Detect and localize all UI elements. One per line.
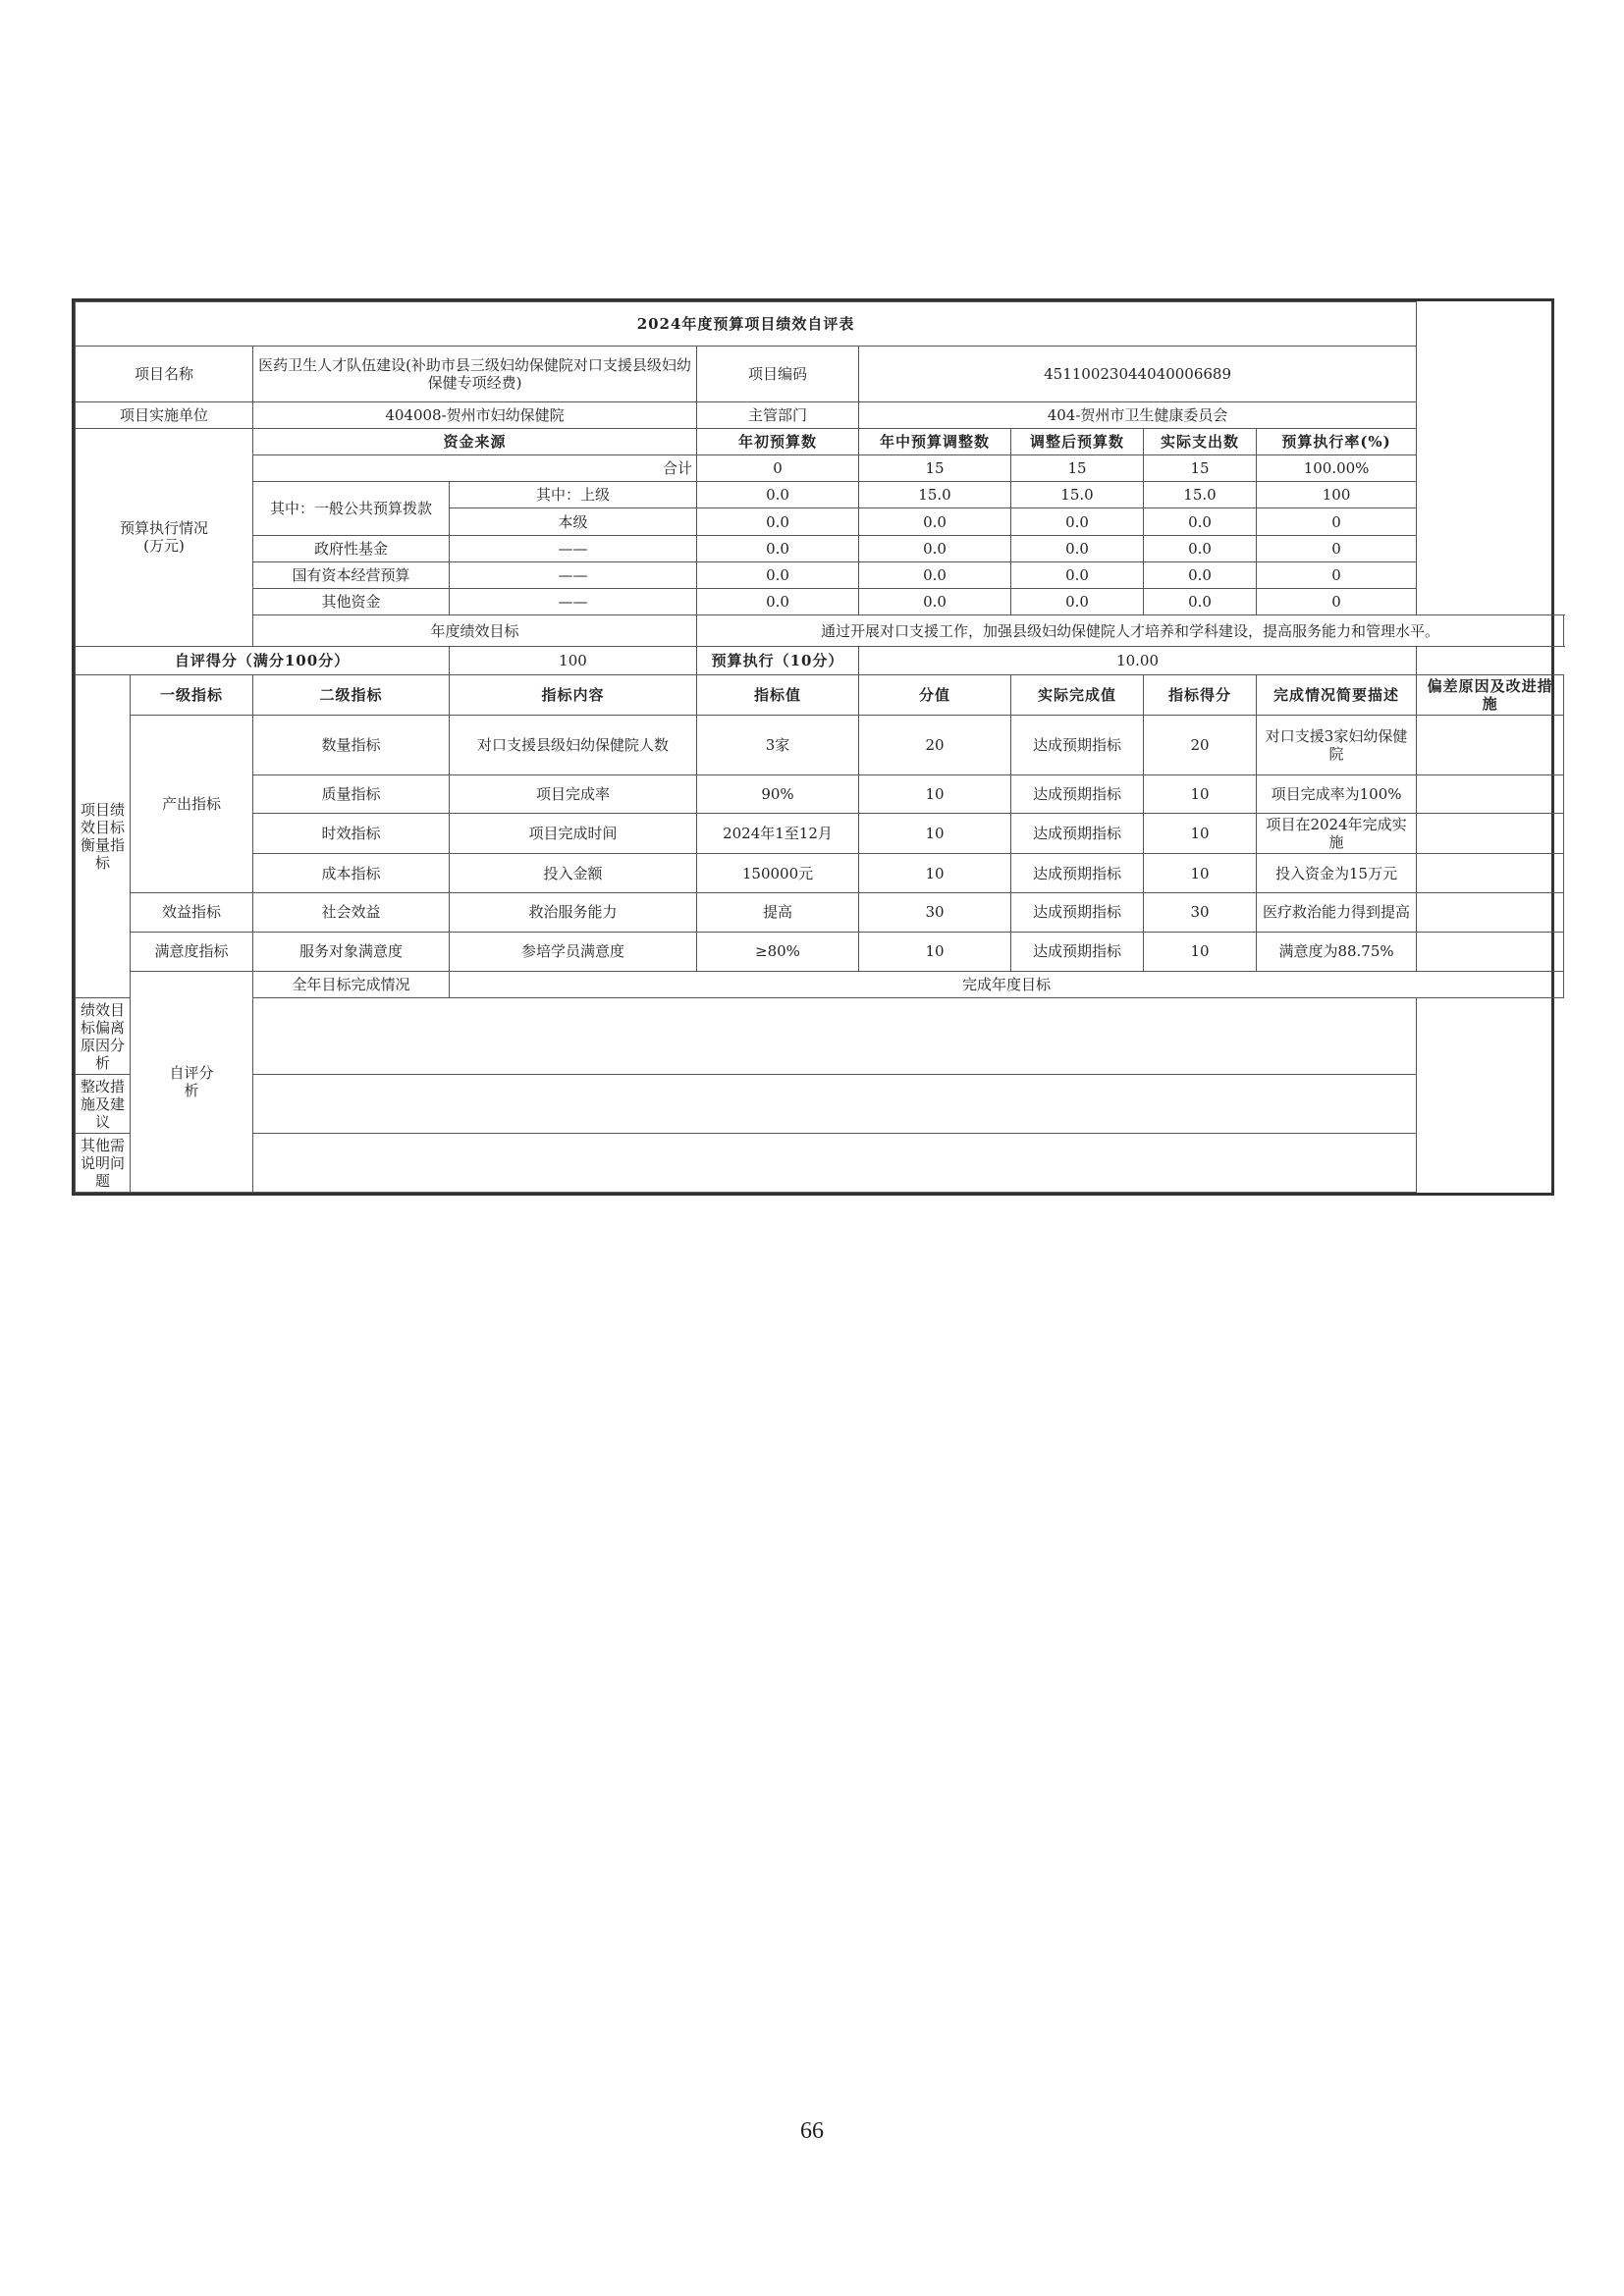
analysis-row-value [253,1075,1417,1134]
budget-total-rate: 100.00% [1257,455,1417,482]
level2-indicator: 成本指标 [253,854,450,893]
indicator-description: 满意度为88.75% [1257,932,1417,971]
indicator-weight: 10 [859,854,1011,893]
project-name-value: 医药卫生人才队伍建设(补助市县三级妇幼保健院对口支援县级妇幼保健专项经费) [253,347,697,402]
upper-initial: 0.0 [697,482,859,508]
indicator-target: 90% [697,774,859,814]
indicator-description: 医疗救治能力得到提高 [1257,893,1417,933]
budget-exec-score-value: 10.00 [859,646,1417,674]
analysis-row-value [253,1134,1417,1193]
budget-total-actual: 15 [1144,455,1257,482]
indicator-deviation [1417,774,1564,814]
level2-indicator: 质量指标 [253,774,450,814]
ind-header-level2: 二级指标 [253,675,450,716]
budget-header-initial: 年初预算数 [697,428,859,454]
output-indicator-label: 产出指标 [131,715,253,892]
budget-header-source: 资金来源 [253,428,697,454]
implementing-unit-value: 404008-贺州市妇幼保健院 [253,401,697,428]
indicator-weight: 20 [859,715,1011,774]
soe-actual: 0.0 [1144,561,1257,588]
indicator-score: 10 [1144,932,1257,971]
ind-header-actual: 实际完成值 [1011,675,1144,716]
project-code-label: 项目编码 [697,347,859,402]
indicator-weight: 10 [859,774,1011,814]
analysis-row-label: 整改措施及建议 [76,1075,131,1134]
indicator-description: 对口支援3家妇幼保健院 [1257,715,1417,774]
soe-midyear: 0.0 [859,561,1011,588]
indicator-target: 提高 [697,893,859,933]
indicator-actual: 达成预期指标 [1011,854,1144,893]
gov-fund-adjusted: 0.0 [1011,535,1144,561]
indicator-weight: 30 [859,893,1011,933]
indicator-deviation [1417,814,1564,854]
soe-initial: 0.0 [697,561,859,588]
upper-level-label: 其中：上级 [450,482,697,508]
other-midyear: 0.0 [859,589,1011,615]
indicator-target: 150000元 [697,854,859,893]
gov-fund-midyear: 0.0 [859,535,1011,561]
budget-total-initial: 0 [697,455,859,482]
indicator-description: 项目在2024年完成实施 [1257,814,1417,854]
budget-section-text: 预算执行情况 (万元) [119,519,208,556]
soe-rate: 0 [1257,561,1417,588]
soe-budget-dash: —— [450,561,697,588]
indicator-deviation [1417,932,1564,971]
indicator-deviation [1417,854,1564,893]
other-actual: 0.0 [1144,589,1257,615]
indicator-section-label [76,675,131,998]
benefit-level1-indicator: 效益指标 [131,893,253,933]
indicator-score: 10 [1144,774,1257,814]
gov-fund-initial: 0.0 [697,535,859,561]
indicator-score: 10 [1144,814,1257,854]
indicator-actual: 达成预期指标 [1011,774,1144,814]
indicator-content: 参培学员满意度 [450,932,697,971]
ind-header-description: 完成情况简要描述 [1257,675,1417,716]
budget-header-actual: 实际支出数 [1144,428,1257,454]
other-rate: 0 [1257,589,1417,615]
indicator-deviation [1417,893,1564,933]
local-midyear: 0.0 [859,508,1011,535]
evaluation-table [75,301,1564,1193]
indicator-content: 项目完成率 [450,774,697,814]
ind-header-level1: 一级指标 [131,675,253,716]
satisfaction-level1-indicator: 满意度指标 [131,932,253,971]
ind-header-score: 指标得分 [1144,675,1257,716]
budget-header-adjusted: 调整后预算数 [1011,428,1144,454]
ind-header-deviation: 偏差原因及改进措施 [1417,675,1564,716]
form-title: 2024年度预算项目绩效自评表 [76,302,1417,347]
budget-exec-score-label: 预算执行（10分） [697,646,859,674]
budget-total-label: 合计 [253,455,697,482]
other-adjusted: 0.0 [1011,589,1144,615]
local-actual: 0.0 [1144,508,1257,535]
local-initial: 0.0 [697,508,859,535]
indicator-score: 20 [1144,715,1257,774]
indicator-score: 30 [1144,893,1257,933]
indicator-target: ≥80% [697,932,859,971]
indicator-actual: 达成预期指标 [1011,932,1144,971]
ind-header-weight: 分值 [859,675,1011,716]
upper-actual: 15.0 [1144,482,1257,508]
self-score-value: 100 [450,646,697,674]
upper-adjusted: 15.0 [1011,482,1144,508]
analysis-row-label: 全年目标完成情况 [253,971,450,997]
ind-header-target: 指标值 [697,675,859,716]
analysis-row-value [253,997,1417,1075]
indicator-deviation [1417,715,1564,774]
budget-section-label [76,428,253,646]
self-score-label: 自评得分（满分100分） [76,646,450,674]
gov-fund-actual: 0.0 [1144,535,1257,561]
upper-midyear: 15.0 [859,482,1011,508]
indicator-content: 项目完成时间 [450,814,697,854]
local-rate: 0 [1257,508,1417,535]
analysis-section-text: 自评分 析 [169,1063,214,1099]
budget-total-adjusted: 15 [1011,455,1144,482]
indicator-target: 3家 [697,715,859,774]
annual-goal-label: 年度绩效目标 [253,615,697,646]
other-initial: 0.0 [697,589,859,615]
supervising-dept-value: 404-贺州市卫生健康委员会 [859,401,1417,428]
indicator-actual: 达成预期指标 [1011,893,1144,933]
project-code-value: 45110023044040006689 [859,347,1417,402]
level2-indicator: 数量指标 [253,715,450,774]
indicator-description: 投入资金为15万元 [1257,854,1417,893]
analysis-row-label: 其他需说明问题 [76,1134,131,1193]
indicator-actual: 达成预期指标 [1011,715,1144,774]
analysis-section-label [131,971,253,1192]
indicator-content: 投入金额 [450,854,697,893]
soe-budget-label: 国有资本经营预算 [253,561,450,588]
implementing-unit-label: 项目实施单位 [76,401,253,428]
budget-header-rate: 预算执行率(%) [1257,428,1417,454]
gov-fund-dash: —— [450,535,697,561]
indicator-weight: 10 [859,814,1011,854]
indicator-weight: 10 [859,932,1011,971]
indicator-content: 救治服务能力 [450,893,697,933]
level2-indicator: 时效指标 [253,814,450,854]
annual-goal-value: 通过开展对口支援工作，加强县级妇幼保健院人才培养和学科建设，提高服务能力和管理水平。 [697,615,1564,646]
analysis-row-label: 绩效目标偏离原因分析 [76,997,131,1075]
level2-indicator: 社会效益 [253,893,450,933]
page-number: 66 [800,2118,824,2144]
supervising-dept-label: 主管部门 [697,401,859,428]
budget-header-midyear: 年中预算调整数 [859,428,1011,454]
general-budget-label: 其中：一般公共预算拨款 [253,482,450,535]
performance-self-evaluation-form [72,298,1554,1196]
gov-fund-rate: 0 [1257,535,1417,561]
ind-header-content: 指标内容 [450,675,697,716]
local-level-label: 本级 [450,508,697,535]
soe-adjusted: 0.0 [1011,561,1144,588]
budget-total-midyear: 15 [859,455,1011,482]
indicator-description: 项目完成率为100% [1257,774,1417,814]
project-name-label: 项目名称 [76,347,253,402]
analysis-row-value: 完成年度目标 [450,971,1564,997]
other-fund-label: 其他资金 [253,589,450,615]
indicator-section-text: 项目绩 效目标 衡量指 标 [80,800,125,872]
gov-fund-label: 政府性基金 [253,535,450,561]
upper-rate: 100 [1257,482,1417,508]
indicator-actual: 达成预期指标 [1011,814,1144,854]
local-adjusted: 0.0 [1011,508,1144,535]
other-fund-dash: —— [450,589,697,615]
indicator-content: 对口支援县级妇幼保健院人数 [450,715,697,774]
indicator-score: 10 [1144,854,1257,893]
level2-indicator: 服务对象满意度 [253,932,450,971]
indicator-target: 2024年1至12月 [697,814,859,854]
